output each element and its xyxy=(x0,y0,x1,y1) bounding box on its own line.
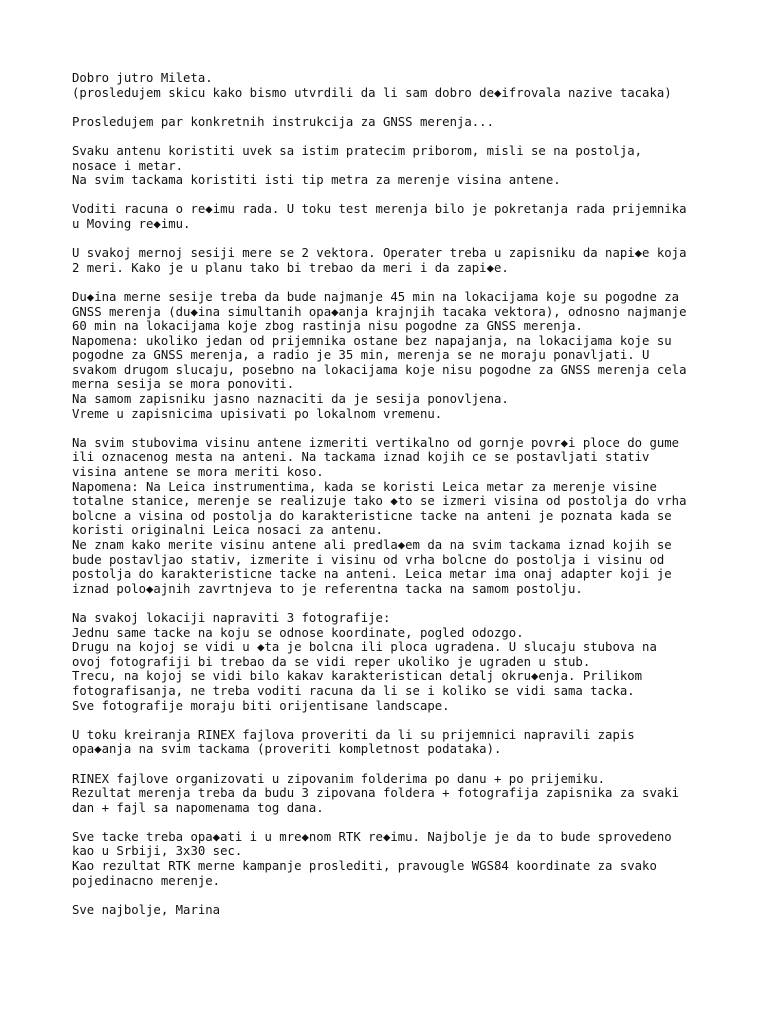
text-line: Svaku antenu koristiti uvek sa istim pratecim priborom, misli se na postolja, xyxy=(72,143,643,158)
text-line: Na samom zapisniku jasno naznaciti da je sesija ponovljena. xyxy=(72,392,509,407)
text-line: Sve najbolje, Marina xyxy=(72,902,221,917)
text-line: Kao rezultat RTK merne kampanje proslediti, pravougle WGS84 koordinate za svako xyxy=(72,859,657,874)
text-line: 60 min na lokacijama koje zbog rastinja nisu pogodne za GNSS merenja. xyxy=(72,319,583,334)
text-line: ovoj fotografiji bi trebao da se vidi reper ukoliko je ugraden u stub. xyxy=(72,654,591,669)
text-line: Napomena: ukoliko jedan od prijemnika ostane bez napajanja, na lokacijama koje su xyxy=(72,333,672,348)
text-line: Du◆ina merne sesije treba da bude najmanje 45 min na lokacijama koje su pogodne za xyxy=(72,289,680,304)
text-line: kao u Srbiji, 3x30 sec. xyxy=(72,844,243,859)
text-line xyxy=(72,421,752,436)
text-line: Drugu na kojoj se vidi u ◆ta je bolcna ili ploca ugradena. U slucaju stubova na xyxy=(72,640,657,655)
text-line xyxy=(72,232,752,247)
text-line: nosace i metar. xyxy=(72,158,184,173)
text-line: koristi originalni Leica nosaci za antenu. xyxy=(72,523,383,538)
text-line: svakom drugom slucaju, posebno na lokacijama koje nisu pogodne za GNSS merenja cela xyxy=(72,362,687,377)
text-line: RINEX fajlove organizovati u zipovanim folderima po danu + po prijemiku. xyxy=(72,771,606,786)
text-line xyxy=(72,815,752,830)
text-line: Na svim tackama koristiti isti tip metra za merenje visina antene. xyxy=(72,173,561,188)
text-line: 2 meri. Kako je u planu tako bi trebao da meri i da zapi◆e. xyxy=(72,260,509,275)
text-line: Prosledujem par konkretnih instrukcija za GNSS merenja... xyxy=(72,114,494,129)
text-line: Na svim stubovima visinu antene izmeriti vertikalno od gornje povr◆i ploce do gume xyxy=(72,435,680,450)
text-line xyxy=(72,100,752,115)
text-line: bolcne a visina od postolja do karakteristicne tacke na anteni je poznata kada se xyxy=(72,508,672,523)
text-line: ili oznacenog mesta na anteni. Na tackama iznad kojih ce se postavljati stativ xyxy=(72,450,650,465)
text-line: totalne stanice, merenje se realizuje tako ◆to se izmeri visina od postolja do vrha xyxy=(72,494,687,509)
text-line: Na svakoj lokaciji napraviti 3 fotografije: xyxy=(72,610,391,625)
text-line: merna sesija se mora ponoviti. xyxy=(72,377,295,392)
text-line: U svakoj mernoj sesiji mere se 2 vektora. Operater treba u zapisniku da napi◆e koja xyxy=(72,246,687,261)
text-line: Rezultat merenja treba da budu 3 zipovana foldera + fotografija zapisnika za svaki xyxy=(72,786,680,801)
text-line: visina antene se mora meriti koso. xyxy=(72,465,324,480)
text-line: GNSS merenja (du◆ina simultanih opa◆anja krajnjih tacaka vektora), odnosno najmanje xyxy=(72,304,687,319)
text-line: u Moving re◆imu. xyxy=(72,216,191,231)
text-line xyxy=(72,275,752,290)
text-line: Sve tacke treba opa◆ati i u mre◆nom RTK re◆imu. Najbolje je da to bude sprovedeno xyxy=(72,829,672,844)
text-line: iznad polo◆ajnih zavrtnjeva to je referentna tacka na samom postolju. xyxy=(72,581,583,596)
text-line xyxy=(72,757,752,772)
email-body xyxy=(72,71,752,917)
text-line xyxy=(72,888,752,903)
text-line: fotografisanja, ne treba voditi racuna da li se i koliko se vidi sama tacka. xyxy=(72,683,635,698)
text-line: pojedinacno merenje. xyxy=(72,873,221,888)
text-line: postolja do karakteristicne tacke na anteni. Leica metar ima onaj adapter koji je xyxy=(72,567,672,582)
text-line: (prosledujem skicu kako bismo utvrdili da li sam dobro de◆ifrovala nazive tacaka) xyxy=(72,85,672,100)
text-line: dan + fajl sa napomenama tog dana. xyxy=(72,800,324,815)
text-line: opa◆anja na svim tackama (proveriti kompletnost podataka). xyxy=(72,742,502,757)
text-line: Jednu same tacke na koju se odnose koordinate, pogled odozgo. xyxy=(72,625,524,640)
text-line: Vreme u zapisnicima upisivati po lokalnom vremenu. xyxy=(72,406,443,421)
text-line: bude postavljao stativ, izmerite i visinu od vrha bolcne do postolja i visinu od xyxy=(72,552,665,567)
text-line: Sve fotografije moraju biti orijentisane landscape. xyxy=(72,698,450,713)
text-line: pogodne za GNSS merenja, a radio je 35 min, merenja se ne moraju ponavljati. U xyxy=(72,348,650,363)
text-line xyxy=(72,713,752,728)
text-line xyxy=(72,129,752,144)
text-line: Dobro jutro Mileta. xyxy=(72,71,213,85)
text-line xyxy=(72,596,752,611)
text-line: Trecu, na kojoj se vidi bilo kakav karakteristican detalj okru◆enja. Prilikom xyxy=(72,669,643,684)
text-line xyxy=(72,188,752,203)
text-line: Voditi racuna o re◆imu rada. U toku test merenja bilo je pokretanja rada prijemnika xyxy=(72,202,687,217)
text-line: Ne znam kako merite visinu antene ali predla◆em da na svim tackama iznad kojih se xyxy=(72,538,672,552)
text-line: U toku kreiranja RINEX fajlova proveriti da li su prijemnici napravili zapis xyxy=(72,727,635,742)
text-line: Napomena: Na Leica instrumentima, kada se koristi Leica metar za merenje visine xyxy=(72,479,657,494)
